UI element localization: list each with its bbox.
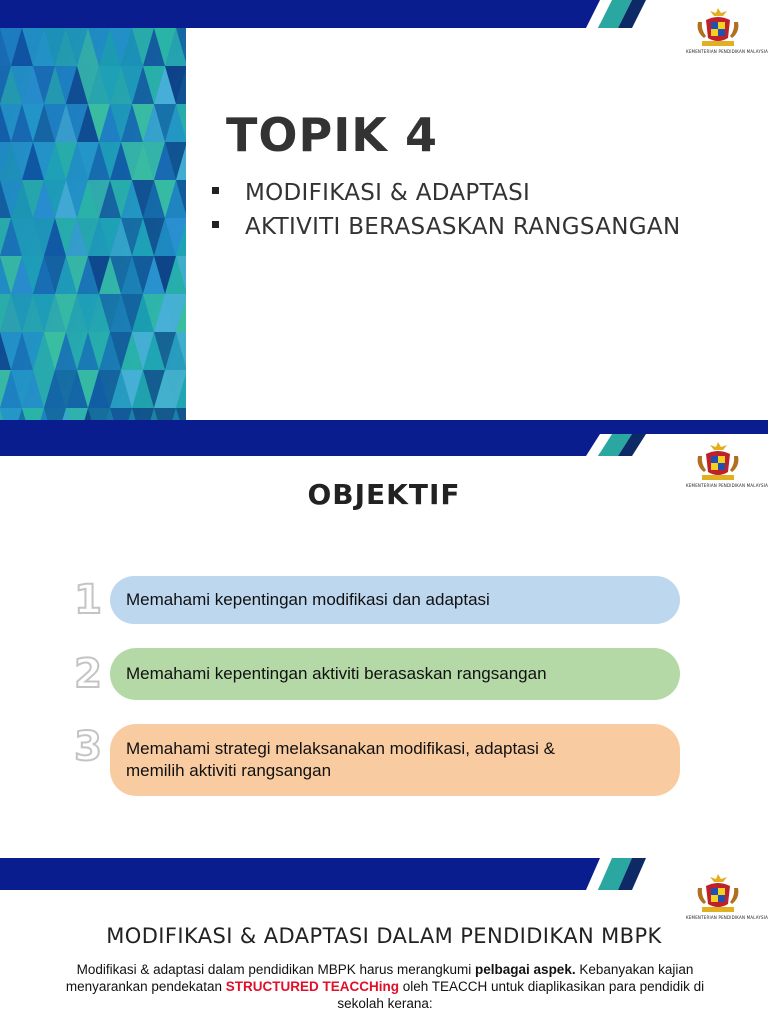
top-banner — [0, 434, 768, 462]
kpm-crest-logo — [686, 872, 768, 920]
bullet-text: AKTIVITI BERASASKAN RANGSANGAN — [245, 214, 681, 240]
slide-divider — [0, 420, 768, 434]
objective-number: 1 — [74, 577, 102, 623]
objective-number: 3 — [74, 724, 102, 770]
para-text: Kebanyakan kajian menyarankan pendekatan — [65, 962, 694, 994]
crest-caption: KEMENTERIAN PENDIDIKAN MALAYSIA — [686, 49, 768, 54]
slide-1 — [0, 0, 768, 420]
objective-pill — [110, 648, 680, 700]
crest-caption: KEMENTERIAN PENDIDIKAN MALAYSIA — [686, 483, 768, 488]
body-paragraph — [60, 961, 710, 1012]
para-text: oleh TEACCH untuk diaplikasikan para pendidik di sekolah kerana: — [337, 979, 705, 1011]
objective-text: Memahami kepentingan aktiviti berasaskan rangsangan — [126, 664, 547, 683]
objective-text-line: Memahami strategi melaksanakan modifikasi, adaptasi & — [126, 739, 555, 758]
slide-title: MODIFIKASI & ADAPTASI DALAM PENDIDIKAN MBPK — [106, 924, 662, 948]
objective-pill — [110, 724, 680, 796]
slide-2 — [0, 434, 768, 834]
square-bullet-icon — [212, 221, 219, 228]
top-banner — [0, 0, 768, 28]
objective-item — [68, 724, 555, 796]
slide-3 — [0, 858, 768, 1024]
topic-bullet-list — [212, 176, 680, 244]
para-bold-text: pelbagai aspek. — [475, 962, 576, 977]
square-bullet-icon — [212, 187, 219, 194]
kpm-crest-logo — [686, 6, 768, 54]
slide-divider — [0, 834, 768, 858]
slide-title: TOPIK 4 — [226, 108, 438, 162]
objective-item — [68, 576, 490, 624]
objective-text: Memahami kepentingan modifikasi dan adaptasi — [126, 590, 490, 609]
para-highlight-text: STRUCTURED TEACCHing — [225, 979, 399, 994]
top-banner — [0, 858, 768, 890]
bullet-item — [212, 210, 680, 244]
crest-caption: KEMENTERIAN PENDIDIKAN MALAYSIA — [686, 915, 768, 920]
para-text: Modifikasi & adaptasi dalam pendidikan MBPK harus merangkumi — [76, 962, 476, 977]
geometric-mosaic-image — [0, 28, 186, 420]
objective-number: 2 — [74, 651, 102, 697]
objective-pill — [110, 576, 680, 624]
bullet-item — [212, 176, 680, 210]
objective-item — [68, 648, 547, 700]
objective-text-line: memilih aktiviti rangsangan — [126, 761, 332, 780]
slide-title: OBJEKTIF — [307, 478, 461, 511]
bullet-text: MODIFIKASI & ADAPTASI — [245, 180, 531, 206]
